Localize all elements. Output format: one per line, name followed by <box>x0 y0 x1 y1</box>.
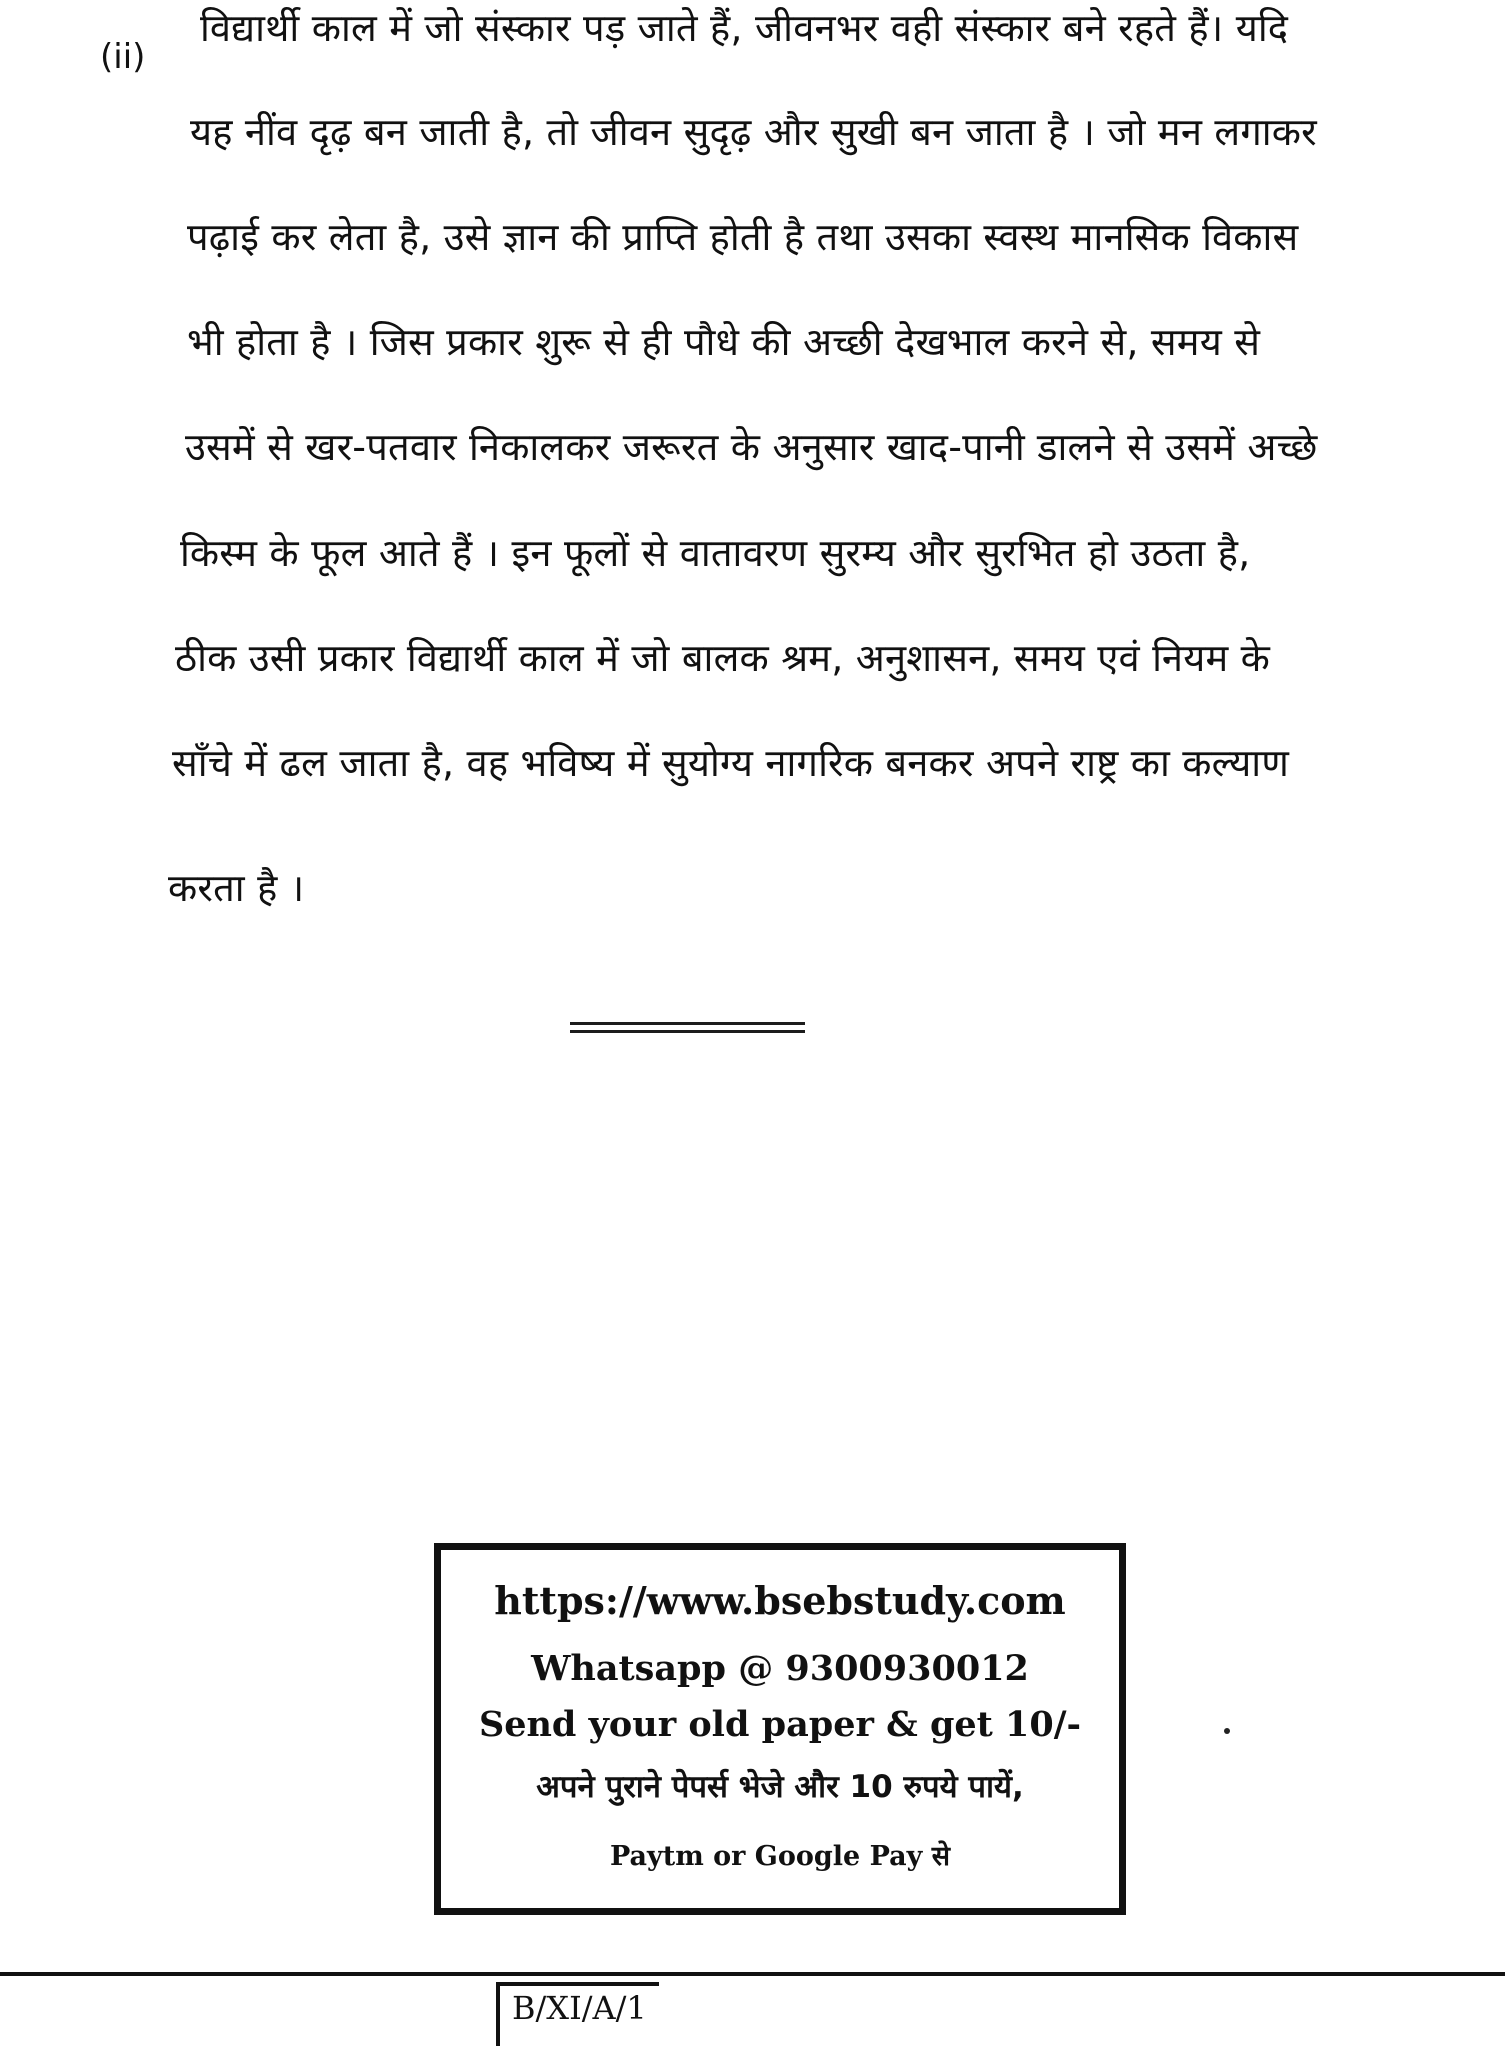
answer-line-6: किस्म के फूल आते हैं । इन फूलों से वातावरण सुरम्य और सुरभित हो उठता है, <box>180 531 1251 575</box>
answer-line-8: साँचे में ढल जाता है, वह भविष्य में सुयोग्य नागरिक बनकर अपने राष्ट्र का कल्याण <box>172 741 1290 785</box>
answer-line-3: पढ़ाई कर लेता है, उसे ज्ञान की प्राप्ति होती है तथा उसका स्वस्थ मानसिक विकास <box>187 215 1299 259</box>
footer-rule <box>0 1972 1505 1976</box>
double-rule-bottom <box>570 1030 805 1033</box>
promo-payment: Paytm or Google Pay से <box>609 1841 951 1872</box>
answer-line-1: विद्यार्थी काल में जो संस्कार पड़ जाते हैं, जीवनभर वही संस्कार बने रहते हैं। यदि <box>200 6 1289 50</box>
answer-line-4: भी होता है । जिस प्रकार शुरू से ही पौधे की अच्छी देखभाल करने से, समय से <box>187 320 1261 364</box>
scan-speck <box>1224 1728 1230 1734</box>
promo-url: https://www.bsebstudy.com <box>494 1578 1066 1623</box>
end-of-answer-double-rule <box>570 1022 805 1036</box>
answer-line-9: करता है । <box>168 866 305 910</box>
promo-send-paper: Send your old paper & get 10/- <box>478 1704 1082 1745</box>
question-number: (ii) <box>100 37 146 77</box>
promo-box <box>434 1543 1126 1915</box>
promo-whatsapp: Whatsapp @ 9300930012 <box>531 1648 1029 1689</box>
answer-line-5: उसमें से खर-पतवार निकालकर जरूरत के अनुसार खाद-पानी डालने से उसमें अच्छे <box>185 425 1318 469</box>
paper-code: B/XI/A/1 <box>496 1982 659 2046</box>
promo-hindi-line: अपने पुराने पेपर्स भेजे और 10 रुपये पायें, <box>536 1769 1024 1805</box>
double-rule-top <box>570 1022 805 1025</box>
answer-line-2: यह नींव दृढ़ बन जाती है, तो जीवन सुदृढ़ और सुखी बन जाता है । जो मन लगाकर <box>190 110 1317 154</box>
answer-line-7: ठीक उसी प्रकार विद्यार्थी काल में जो बालक श्रम, अनुशासन, समय एवं नियम के <box>175 636 1271 680</box>
